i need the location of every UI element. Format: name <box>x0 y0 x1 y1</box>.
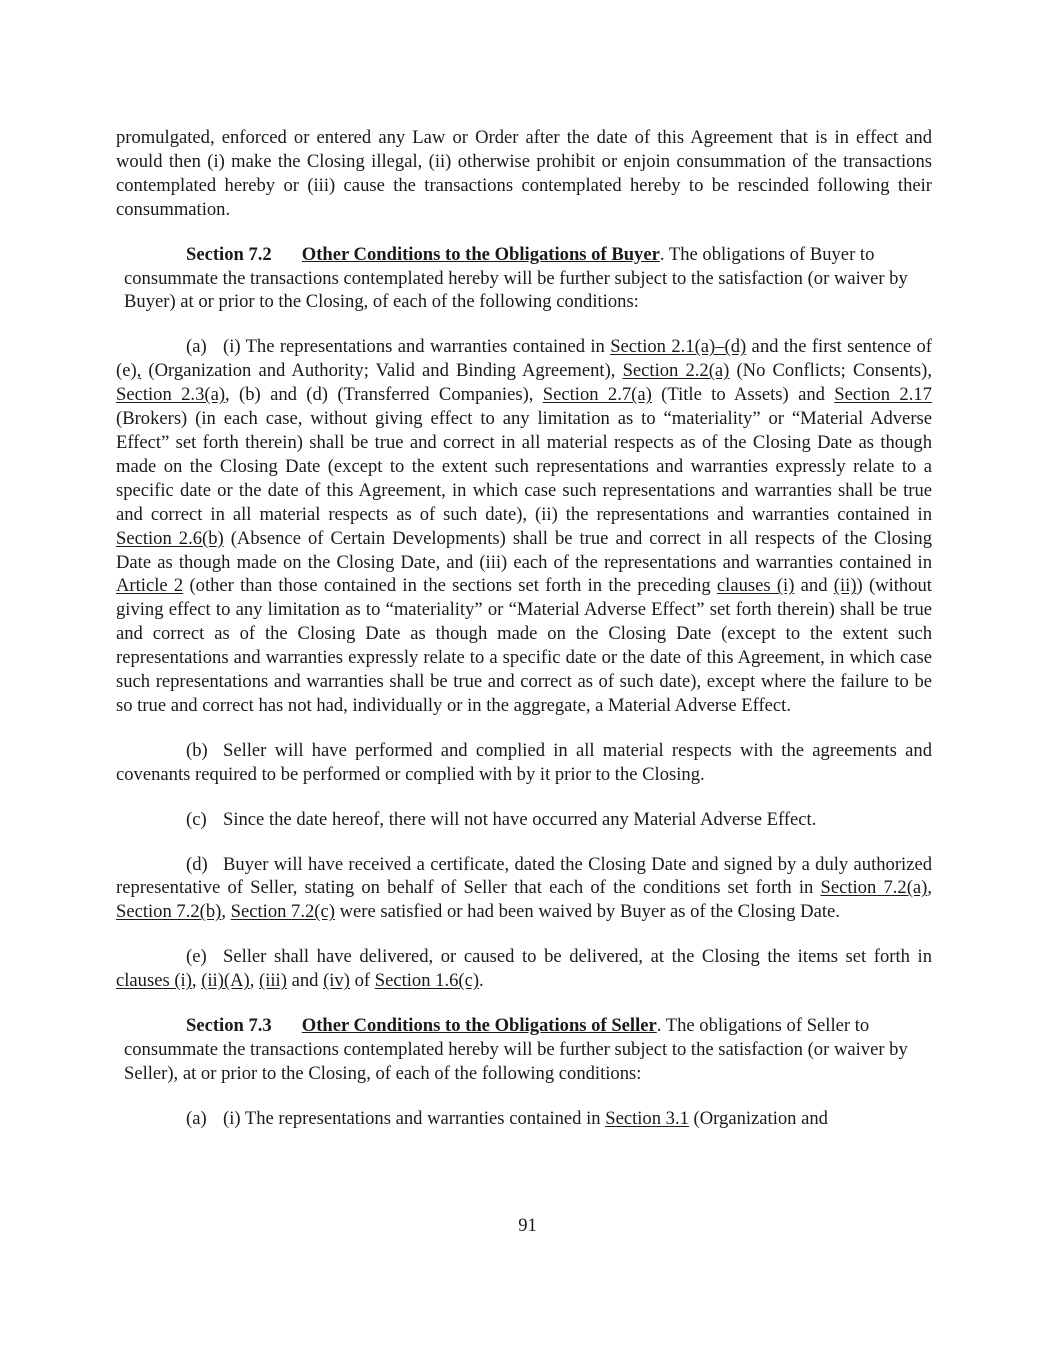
cross-reference: (iv) <box>323 970 350 992</box>
clause-label: (e) <box>186 946 207 968</box>
section-7-2-heading-paragraph <box>116 243 932 315</box>
section-7-3-heading-paragraph <box>116 1014 932 1086</box>
clause-7-2-d: (d) Buyer will have received a certificate, dated the Closing Date and signed by a duly authorized representative of Seller, stating on behalf of Seller that each of the conditions set forth in Section 7.2(a), Section 7.2(b), Section 7.2(c) were satisfied or had been waived by Buyer as of the Closing Date. <box>116 853 932 923</box>
cross-reference: clauses (i) <box>716 575 795 597</box>
clause-label: (a) <box>186 336 207 358</box>
cross-reference: Section 2.1(a)–(d) <box>610 336 747 358</box>
page-body <box>116 126 932 1131</box>
cross-reference: Section 7.2(a) <box>820 877 928 899</box>
cross-reference: Section 3.1 <box>605 1107 689 1129</box>
cross-reference: Section 2.7(a) <box>542 384 652 406</box>
clause-7-2-e: (e) Seller shall have delivered, or caused to be delivered, at the Closing the items set forth in clauses (i), (ii)(A), (iii) and (iv) of Section 1.6(c). <box>116 946 932 992</box>
cross-reference: Section 2.6(b) <box>116 527 224 549</box>
section-7-3-title: Other Conditions to the Obligations of Seller <box>301 1015 657 1037</box>
clause-7-3-a: (a) (i) The representations and warranties contained in Section 3.1 (Organization and <box>186 1107 828 1129</box>
cross-reference: Section 2.3(a) <box>116 384 226 406</box>
section-7-2-number: Section 7.2 <box>186 243 272 265</box>
clause-7-2-a: (a) (i) The representations and warranties contained in Section 2.1(a)–(d) and the first sentence of (e), (Organization and Authority; Valid and Binding Agreement), Section 2.2(a) (No Conflicts; Consents), Section 2.3(a), (b) and (d) (Transferred Companies), Section 2.7(a) (Title to Assets) and Section 2.17 (Brokers) (in each case, without giving effect to any limitation as to “materiality” or “Material Adverse Effect” set forth therein) shall be true and correct in all material respects as of the Closing Date as though made on the Closing Date (except to the extent such representations and warranties expressly relate to a specific date or the date of this Agreement, in which case such representations and warranties shall be true and correct in all material respects as of such date), (ii) the representations and warranties contained in Section 2.6(b) (Absence of Certain Developments) shall be true and correct in all respects of the Closing Date as though made on the Closing Date, and (iii) each of the representations and warranties contained in Article 2 (other than those contained in the sections set forth in the preceding clauses (i) and (ii)) (without giving effect to any limitation as to “materiality” or “Material Adverse Effect” set forth therein) shall be true and correct as of the Closing Date as though made on the Closing Date (except to the extent such representations and warranties expressly relate to a specific date or the date of this Agreement, in which case such representations and warranties shall be true and correct as of such date), except where the failure to be so true and correct has not had, individually or in the aggregate, a Material Adverse Effect. <box>116 336 933 716</box>
cross-reference: (iii) <box>259 970 287 992</box>
cross-reference: Article 2 <box>116 575 184 597</box>
section-7-3-text: . The obligations of Seller to consummate the transactions contemplated hereby will be further subject to the satisfaction (or waiver by Seller), at or prior to the Closing, of each of the following conditions: <box>124 1015 908 1084</box>
cross-reference: (ii)(A) <box>201 970 250 992</box>
clause-label: (d) <box>186 853 208 875</box>
section-7-2-title: Other Conditions to the Obligations of Buyer <box>301 243 660 265</box>
cross-reference: Section 7.2(c) <box>230 901 335 923</box>
clause-label: (a) <box>186 1107 207 1129</box>
section-7-2-text: . The obligations of Buyer to consummate the transactions contemplated hereby will be further subject to the satisfaction (or waiver by Buyer) at or prior to the Closing, of each of the following conditions: <box>124 243 908 313</box>
cross-reference: Section 2.2(a) <box>622 360 730 382</box>
paragraph-continuation: promulgated, enforced or entered any Law or Order after the date of this Agreement that is in effect and would then (i) make the Closing illegal, (ii) otherwise prohibit or enjoin consummation of the transactions contemplated hereby or (iii) cause the transactions contemplated hereby to be rescinded following their consummation. <box>116 127 932 220</box>
cross-reference: Section 2.17 <box>834 384 932 406</box>
cross-reference: (ii) <box>833 575 857 597</box>
clause-label: (c) <box>186 808 207 830</box>
clause-7-2-b: (b) Seller will have performed and complied in all material respects with the agreements and covenants required to be performed or complied with by it prior to the Closing. <box>116 739 932 785</box>
cross-reference: clauses (i) <box>116 970 192 992</box>
clause-7-2-c: (c) Since the date hereof, there will not have occurred any Material Adverse Effect. <box>186 808 817 830</box>
clause-label: (b) <box>186 739 208 761</box>
page-number: 91 <box>518 1215 537 1236</box>
cross-reference: Section 1.6(c) <box>374 970 480 992</box>
section-7-3-number: Section 7.3 <box>186 1015 272 1037</box>
cross-reference: , <box>136 360 142 382</box>
cross-reference: Section 7.2(b) <box>116 901 222 923</box>
